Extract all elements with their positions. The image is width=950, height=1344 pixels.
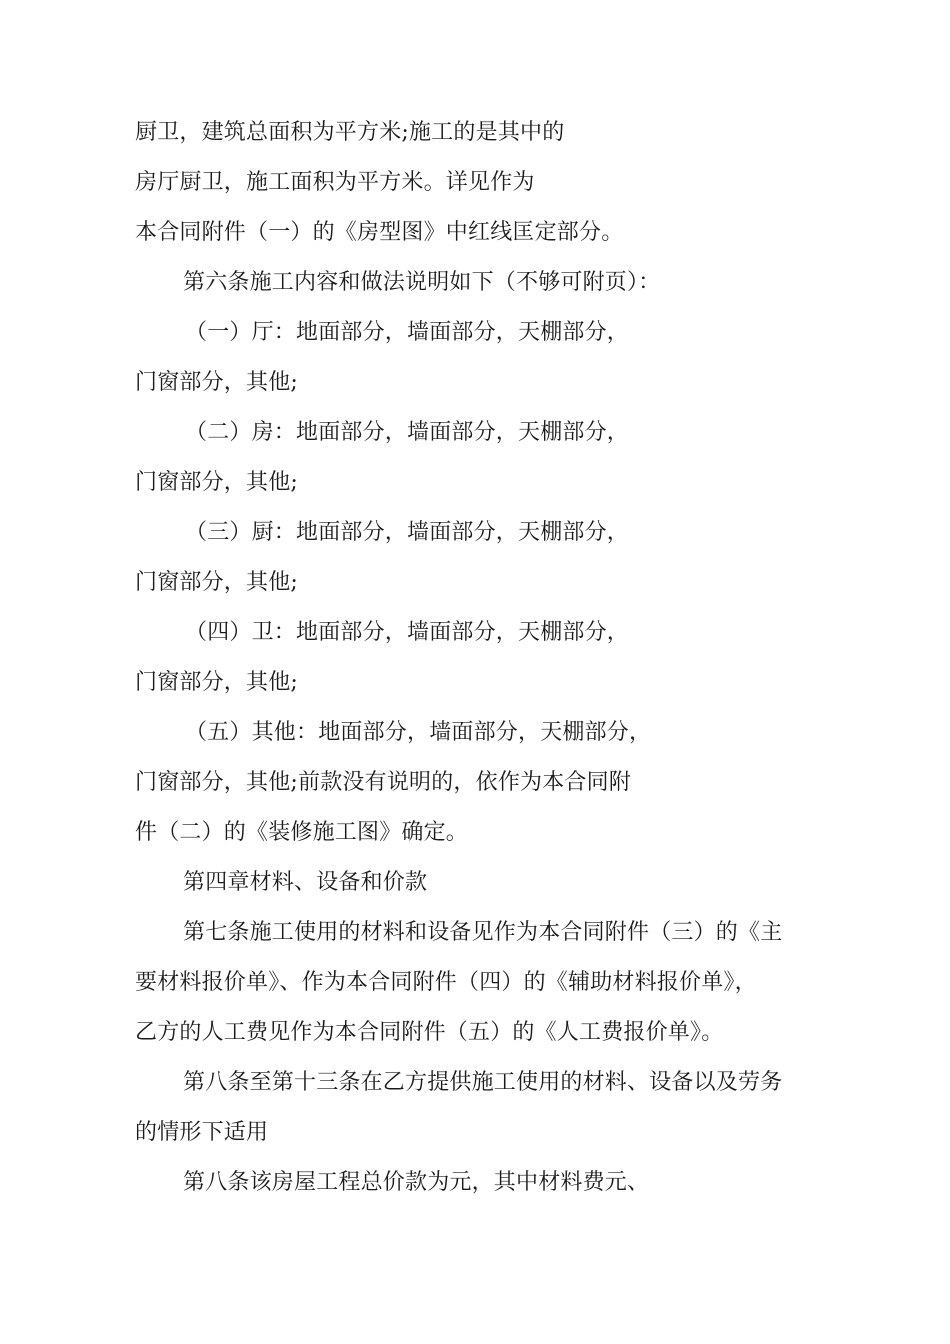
- text-line: 门窗部分，其他;: [135, 670, 299, 695]
- article-heading: 第八条至第十三条在乙方提供施工使用的材料、设备以及劳务: [183, 1070, 783, 1095]
- list-item: （一）厅：地面部分，墙面部分，天棚部分，: [185, 320, 630, 345]
- chapter-heading: 第四章材料、设备和价款: [183, 870, 428, 895]
- article-heading: 第八条该房屋工程总价款为元，其中材料费元、: [183, 1170, 650, 1195]
- text-line: 件（二）的《装修施工图》确定。: [135, 820, 469, 845]
- list-item: （三）厨：地面部分，墙面部分，天棚部分，: [185, 520, 630, 545]
- text-line: 门窗部分，其他;: [135, 570, 299, 595]
- text-line: 本合同附件（一）的《房型图》中红线匡定部分。: [135, 220, 624, 245]
- text-line: 厨卫，建筑总面积为平方米;施工的是其中的: [135, 120, 565, 145]
- text-line: 的情形下适用: [135, 1120, 269, 1145]
- text-line: 要材料报价单》、作为本合同附件（四）的《辅助材料报价单》，: [135, 970, 757, 995]
- list-item: （四）卫：地面部分，墙面部分，天棚部分，: [185, 620, 630, 645]
- list-item: （二）房：地面部分，墙面部分，天棚部分，: [185, 420, 630, 445]
- text-line: 乙方的人工费见作为本合同附件（五）的《人工费报价单》。: [135, 1020, 724, 1045]
- article-heading: 第七条施工使用的材料和设备见作为本合同附件（三）的《主: [183, 920, 783, 945]
- article-heading: 第六条施工内容和做法说明如下（不够可附页）：: [183, 270, 661, 295]
- list-item: （五）其他：地面部分，墙面部分，天棚部分，: [185, 720, 652, 745]
- text-line: 门窗部分，其他;: [135, 470, 299, 495]
- text-line: 门窗部分，其他;: [135, 370, 299, 395]
- text-line: 门窗部分，其他;前款没有说明的，依作为本合同附: [135, 770, 632, 795]
- text-line: 房厅厨卫，施工面积为平方米。详见作为: [135, 170, 535, 195]
